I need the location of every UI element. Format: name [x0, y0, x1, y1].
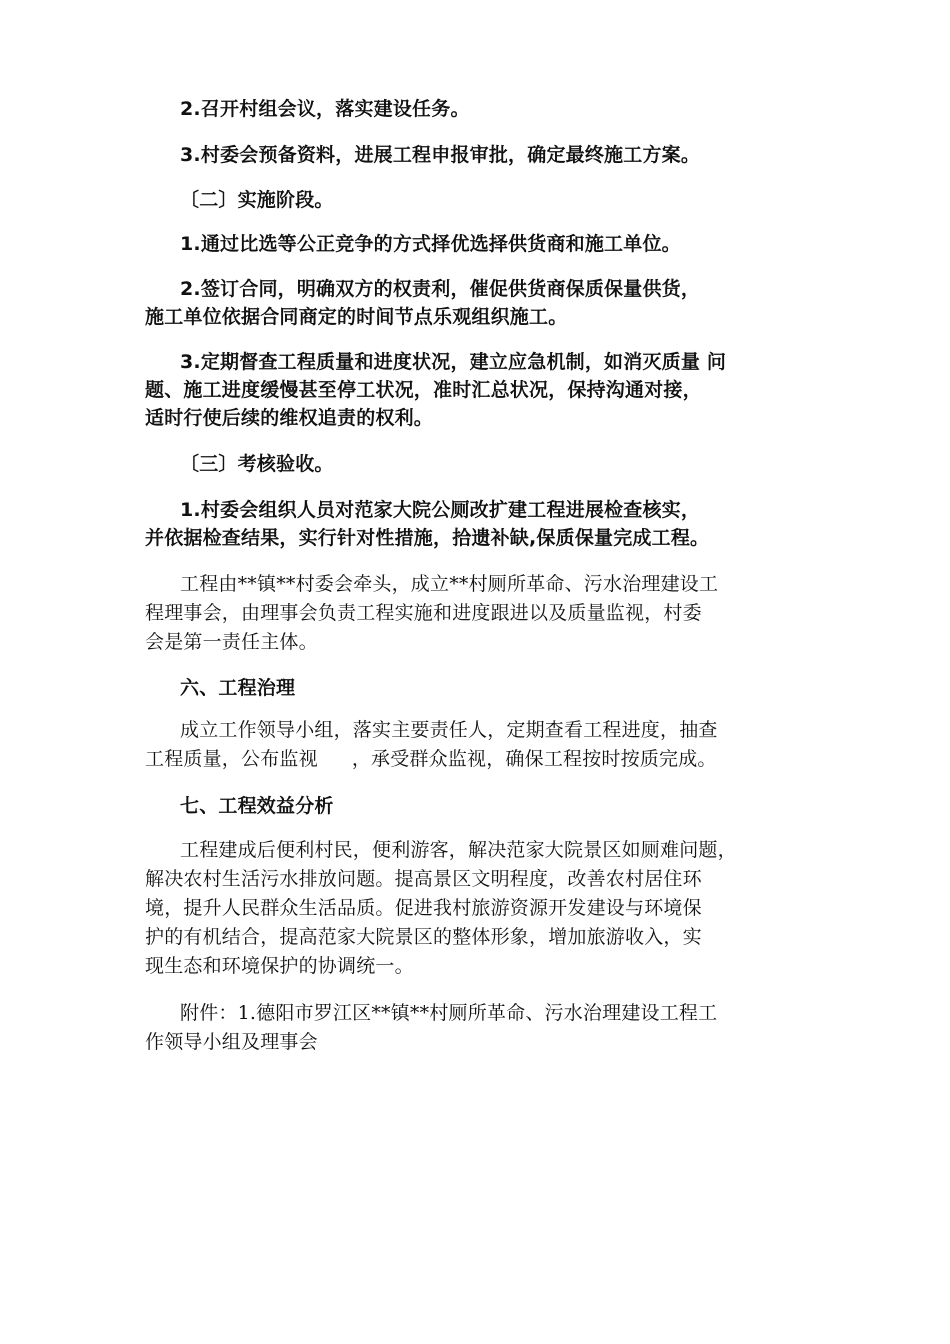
implementation-item-3-line-3: 适时行使后续的维权追责的权利。 — [145, 407, 434, 429]
section-six-body-line-2 — [145, 745, 835, 773]
section-six-body-line-2-left: 工程质量，公布监视 — [145, 748, 318, 770]
section-seven-body-line-5: 现生态和环境保护的协调统一。 — [145, 955, 414, 977]
implementation-item-2-line-1: 2.签订合同，明确双方的权责利，催促供货商保质保量供货， — [180, 278, 701, 300]
management-paragraph-line-1: 工程由**镇**村委会牵头，成立**村厕所革命、污水治理建设工 — [180, 573, 719, 595]
management-paragraph-line-3: 会是第一责任主体。 — [145, 631, 318, 653]
section-seven-body-line-2: 解决农村生活污水排放问题。提高景区文明程度，改善农村居住环 — [145, 868, 702, 890]
section-six-heading: 六、工程治理 — [180, 677, 296, 699]
section-implementation: 〔二〕实施阶段。 — [180, 189, 334, 211]
implementation-item-3-line-2: 题、施工进度缓慢甚至停工状况，准时汇总状况，保持沟通对接， — [145, 379, 702, 401]
acceptance-item-1-line-2: 并依据检查结果，实行针对性措施，拾遗补缺,保质保量完成工程。 — [145, 527, 710, 549]
implementation-item-1: 1.通过比选等公正竞争的方式择优选择供货商和施工单位。 — [180, 233, 681, 255]
section-six-body-line-2-right: ，承受群众监视，确保工程按时按质完成。 — [351, 748, 717, 770]
section-seven-heading: 七、工程效益分析 — [180, 795, 334, 817]
section-seven-body-line-3: 境，提升人民群众生活品质。促进我村旅游资源开发建设与环境保 — [145, 897, 702, 919]
management-paragraph-line-2: 程理事会，由理事会负责工程实施和进度跟进以及质量监视，村委 — [145, 602, 702, 624]
attachment-note-line-1: 附件：1.德阳市罗江区**镇**村厕所革命、污水治理建设工程工 — [180, 1002, 718, 1024]
section-seven-body-line-1: 工程建成后便利村民，便利游客，解决范家大院景区如厕难问题， — [180, 839, 737, 861]
section-seven-body-line-4: 护的有机结合，提高范家大院景区的整体形象，增加旅游收入，实 — [145, 926, 702, 948]
section-six-body-line-1: 成立工作领导小组，落实主要责任人，定期查看工程进度，抽查 — [180, 719, 718, 741]
attachment-note-line-2: 作领导小组及理事会 — [145, 1031, 318, 1053]
acceptance-item-1-line-1: 1.村委会组织人员对范家大院公厕改扩建工程进展检查核实， — [180, 499, 701, 521]
section-acceptance: 〔三〕考核验收。 — [180, 453, 334, 475]
item-3-materials: 3.村委会预备资料，进展工程申报审批，确定最终施工方案。 — [180, 144, 701, 166]
implementation-item-3-line-1: 3.定期督查工程质量和进度状况，建立应急机制，如消灭质量 问 — [180, 351, 727, 373]
implementation-item-2-line-2: 施工单位依据合同商定的时间节点乐观组织施工。 — [145, 306, 568, 328]
item-2-meeting: 2.召开村组会议，落实建设任务。 — [180, 98, 470, 120]
